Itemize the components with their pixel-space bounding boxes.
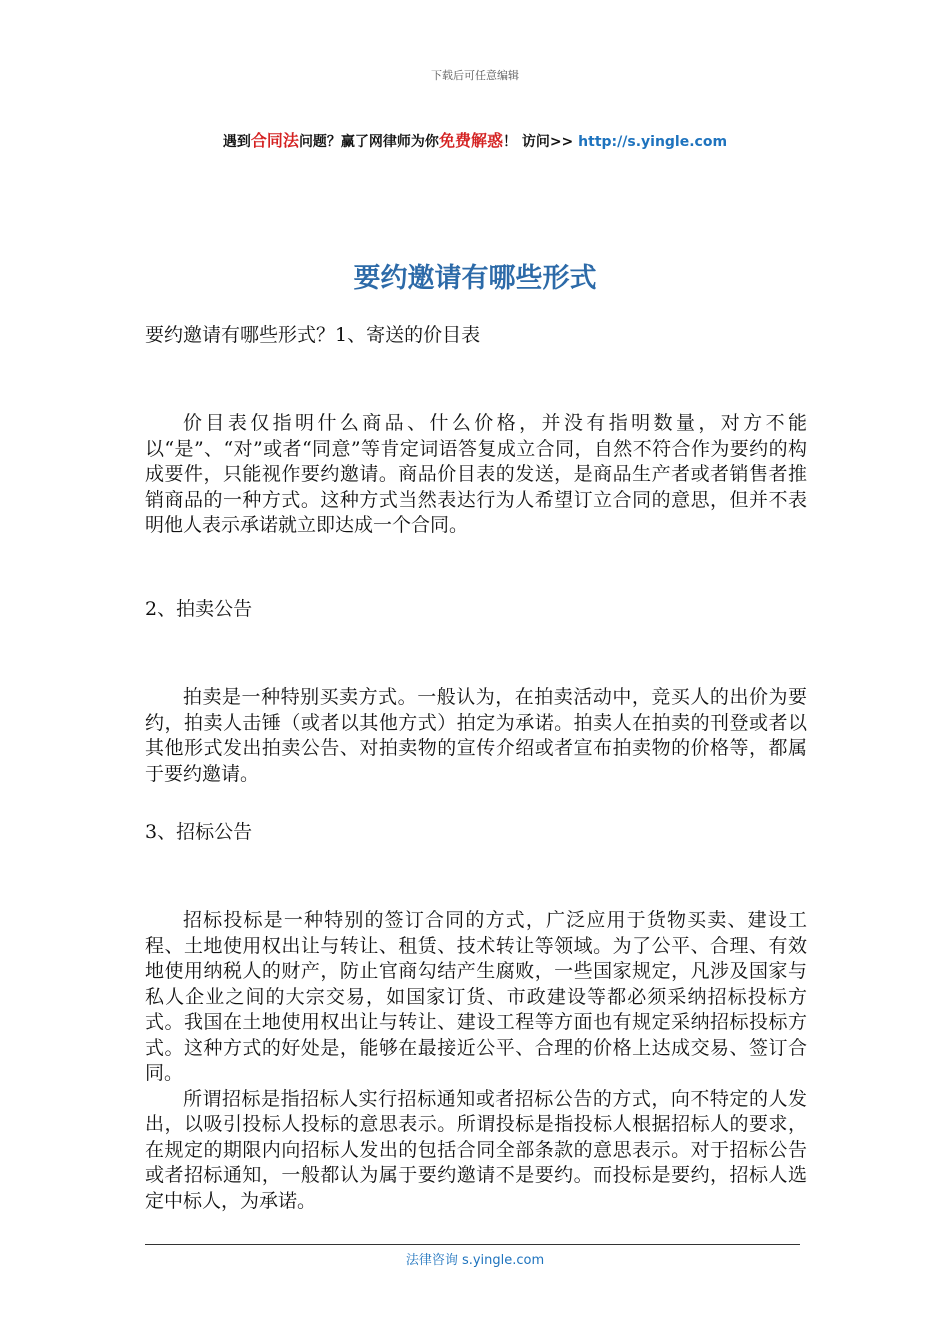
- section-1-body: [145, 411, 807, 539]
- footer-text: 法律咨询 s.yingle.com: [405, 1253, 545, 1268]
- section-1-paragraph: 价目表仅指明什么商品、什么价格，并没有指明数量，对方不能以“是”、“对”或者“同意”等肯定词语答复成立合同，自然不符合作为要约的构成要件，只能视作要约邀请。商品价目表的发送，是商品生产者或者销售者推销商品的一种方式。这种方式当然表达行为人希望订立合同的意思，但并不表明他人表示承诺就立即达成一个合同。: [145, 412, 807, 536]
- section-2-paragraph: 拍卖是一种特别买卖方式。一般认为，在拍卖活动中，竞买人的出价为要约，拍卖人击锤（或者以其他方式）拍定为承诺。拍卖人在拍卖的刊登或者以其他形式发出拍卖公告、对拍卖物的宣传介绍或者宣布拍卖物的价格等，都属于要约邀请。: [145, 686, 807, 785]
- promo-link[interactable]: http://s.yingle.com: [578, 134, 728, 150]
- footer-divider: [145, 1244, 800, 1245]
- promo-banner: [0, 128, 950, 151]
- document-intro: 要约邀请有哪些形式？1、寄送的价目表: [145, 324, 481, 346]
- promo-suffix: ！ 访问>>: [502, 134, 579, 150]
- document-title: 要约邀请有哪些形式: [353, 263, 597, 294]
- promo-highlight-contract-law: 合同法: [250, 131, 299, 150]
- promo-middle: 问题？赢了网律师为你: [298, 134, 439, 150]
- section-3-body: [145, 908, 807, 1214]
- section-3-paragraph-1: 招标投标是一种特别的签订合同的方式，广泛应用于货物买卖、建设工程、土地使用权出让与转让、租赁、技术转让等领域。为了公平、合理、有效地使用纳税人的财产，防止官商勾结产生腐败，一些国家规定，凡涉及国家与私人企业之间的大宗交易，如国家订货、市政建设等都必须采纳招标投标方式。我国在土地使用权出让与转让、建设工程等方面也有规定采纳招标投标方式。这种方式的好处是，能够在最接近公平、合理的价格上达成交易、签订合同。: [145, 909, 807, 1084]
- section-3-paragraph-2: 所谓招标是指招标人实行招标通知或者招标公告的方式，向不特定的人发出，以吸引投标人投标的意思表示。所谓投标是指投标人根据招标人的要求，在规定的期限内向招标人发出的包括合同全部条款的意思表示。对于招标公告或者招标通知，一般都认为属于要约邀请不是要约。而投标是要约，招标人选定中标人，为承诺。: [145, 1087, 807, 1212]
- promo-highlight-free: 免费解惑: [438, 131, 503, 150]
- section-2-body: [145, 685, 807, 787]
- section-3-heading: 3、招标公告: [145, 821, 253, 843]
- header-note: 下载后可任意编辑: [431, 69, 519, 82]
- promo-prefix: 遇到: [222, 134, 251, 150]
- section-2-heading: 2、拍卖公告: [145, 598, 253, 620]
